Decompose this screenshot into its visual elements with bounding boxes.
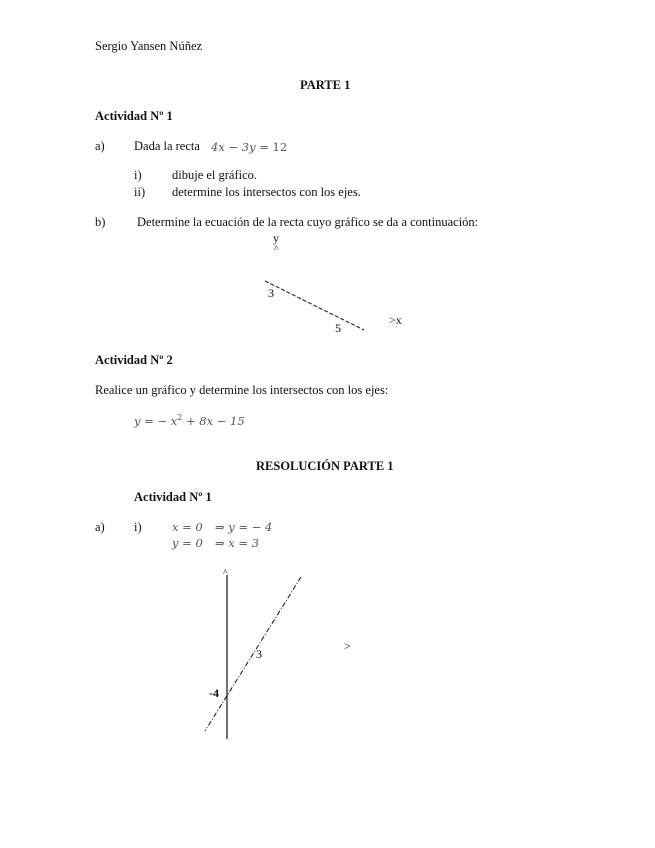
- graph-b-x-label: >x: [389, 313, 402, 327]
- part1-title: PARTE 1: [300, 78, 351, 92]
- resolution-line1-left: x = 0: [172, 520, 203, 534]
- graph-res-y-intercept: -4: [209, 686, 219, 700]
- activity2-equation-exp: 2: [177, 413, 183, 422]
- resolution-line1-right: ⇒ y = − 4: [215, 520, 273, 534]
- item-i-label: i): [134, 168, 142, 182]
- author-name: Sergio Yansen Núñez: [95, 39, 203, 53]
- item-ii-label: ii): [134, 185, 146, 199]
- graph-b-x-intercept: 5: [335, 321, 341, 335]
- graph-res-x-arrow: >: [344, 639, 351, 653]
- item-b-label: b): [95, 215, 106, 229]
- resolution-activity1-heading: Actividad Nº 1: [134, 490, 212, 504]
- activity2-text: Realice un gráfico y determine los intersectos con los ejes:: [95, 383, 389, 397]
- item-a-text: Dada la recta: [134, 139, 200, 153]
- item-b-text: Determine la ecuación de la recta cuyo gráfico se da a continuación:: [137, 215, 479, 229]
- item-a-equation-rhs: = 12: [259, 140, 288, 154]
- item-ii-text: determine los intersectos con los ejes.: [172, 185, 361, 199]
- activity2-heading: Actividad Nº 2: [95, 353, 173, 367]
- resolution-i-label: i): [134, 520, 142, 534]
- resolution-a-label: a): [95, 520, 105, 534]
- item-a-label: a): [95, 139, 105, 153]
- resolution-line2-right: ⇒ x = 3: [215, 536, 260, 550]
- resolution-title: RESOLUCIÓN PARTE 1: [256, 459, 394, 473]
- graph-b-y-arrow: ^: [274, 244, 279, 255]
- item-a-equation-lhs: 4x − 3y: [211, 140, 256, 154]
- activity1-heading: Actividad Nº 1: [95, 109, 173, 123]
- graph-b-y-label: y: [273, 231, 279, 245]
- item-i-text: dibuje el gráfico.: [172, 168, 258, 182]
- activity2-equation-rhs: + 8x − 15: [185, 413, 245, 428]
- resolution-line2-left: y = 0: [172, 536, 203, 550]
- graph-b-y-intercept: 3: [268, 286, 274, 300]
- activity2-equation-lhs: y = − x: [134, 413, 178, 428]
- graph-res-x-intercept: 3: [256, 647, 262, 661]
- graph-res-y-arrow: ^: [223, 568, 228, 579]
- graph-res-line: [205, 577, 301, 731]
